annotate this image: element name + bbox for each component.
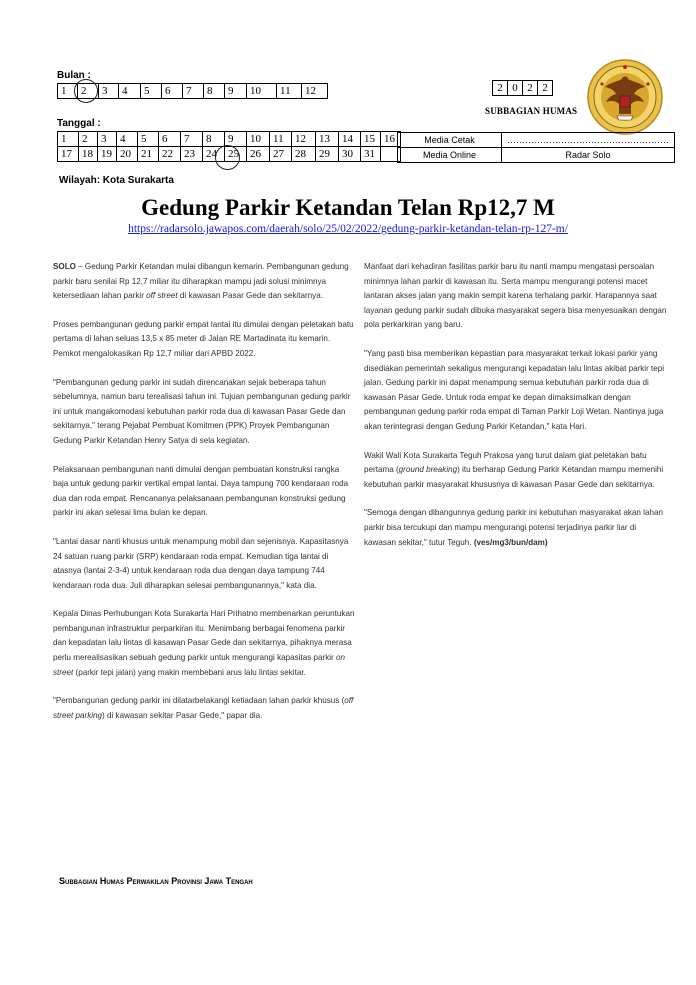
month-cell: 6 xyxy=(162,84,183,99)
article-url[interactable]: https://radarsolo.jawapos.com/daerah/solo/25/02/2022/gedung-parkir-ketandan-telan-rp-127-m/ xyxy=(128,223,568,235)
month-cell: 7 xyxy=(183,84,204,99)
paragraph: Manfaat dari kehadiran fasilitas parkir baru itu nanti mampu mengatasi persoalan minimnya lahan parkir di kawasan itu. Serta mampu mengurangi potensi macet lantaran akses jalan yang makin sempit karena terhalang parkir. Harapannya saat layanan gedung parkir sudah dibuka masyarakat segera bisa menyesuaikan dengan pola perkarkiran yang baru. xyxy=(364,262,667,330)
month-cell: 10 xyxy=(247,84,277,99)
dateline: SOLO xyxy=(53,262,76,271)
date-cell: 3 xyxy=(98,132,117,147)
paragraph: Pelaksanaan pembangunan nanti dimulai dengan pembuatan konstruksi rangka baja untuk gedung parkir vertikal empat lantai. Daya tampung 700 kendaraan roda dua dan roda empat. Rencananya pelaksanaan pembangunan konstruksi gedung parkir ini akan selesai lima bulan ke depan. xyxy=(53,464,349,518)
media-cetak-value: ……………………………………………… xyxy=(502,133,675,148)
year-box xyxy=(492,80,553,96)
month-cell: 12 xyxy=(302,84,328,99)
month-cell: 4 xyxy=(119,84,141,99)
date-cell: 29 xyxy=(316,147,339,162)
date-cell: 30 xyxy=(339,147,361,162)
paragraph: Wakil Wali Kota Surakarta Teguh Prakosa yang turut dalam giat peletakan batu pertama (ground breaking) itu berharap Gedung Parkir Ketandan mampu memenihi kebutuhan parkir masyarakat khususnya di kawasan Pasar Gede dan sekitarnya. xyxy=(364,450,664,489)
date-cell: 8 xyxy=(203,132,225,147)
month-cell: 8 xyxy=(204,84,225,99)
media-table xyxy=(397,132,675,163)
paragraph: Kepala Dinas Perhubungan Kota Surakarta Hari Prihatno membenarkan peruntukan pembangunan infrastruktur perparkiran itu. Menimbang berbagai fenomena parkir dan kepadatan lalu lintas di kasawan Pasar Gede dan sekitarnya, pihaknya merasa perlu merealisasikan sebuah gedung parkir untuk mengurangi kapasitas parkir on street (parkir tepi jalan) yang makin membebani arus lalu lintas sekitar. xyxy=(53,609,355,677)
article-title: Gedung Parkir Ketandan Telan Rp12,7 M xyxy=(141,195,555,220)
date-cell: 17 xyxy=(58,147,79,162)
date-cell: 7 xyxy=(181,132,203,147)
author-signature: (ves/mg3/bun/dam) xyxy=(473,537,548,547)
date-cell: 22 xyxy=(159,147,181,162)
month-cell: 3 xyxy=(99,84,119,99)
selected-month-circle xyxy=(74,79,98,103)
garuda-emblem-icon xyxy=(586,58,664,136)
footer-label: Subbagian Humas Perwakilan Provinsi Jawa Tengah xyxy=(59,876,253,886)
date-cell: 27 xyxy=(270,147,292,162)
paragraph: "Pembangunan gedung parkir ini sudah direncanakan sejak beberapa tahun sebelumnya, namun baru terealisasi tahun ini. Tujuan pembangunan gedung parkir ini untuk mangakomodasi kebutuhan parkir roda dua di kawasan Pasar Gede dan sekitarnya," terang Pejabat Pembuat Komitmen (PPK) Proyek Pembangunan Gedung Parkir Ketandan Henry Satya di sela kegiatan. xyxy=(53,377,351,445)
date-cell: 6 xyxy=(159,132,181,147)
media-cetak-label: Media Cetak xyxy=(398,133,502,148)
article-column-right xyxy=(364,260,668,564)
date-cell: 25 xyxy=(225,147,247,162)
year-digit: 2 xyxy=(538,81,553,96)
month-cell: 5 xyxy=(141,84,162,99)
month-cell: 9 xyxy=(225,84,247,99)
article-column-left xyxy=(53,260,356,737)
date-cell: 2 xyxy=(79,132,98,147)
wilayah-label: Wilayah: Kota Surakarta xyxy=(59,175,174,186)
paragraph: "Lantai dasar nanti khusus untuk menampung mobil dan sejenisnya. Kapasitasnya 24 satuan ruang parkir (SRP) kendaraan roda empat. Kemudian tiga lantai di atasnya (lantai 2-3-4) untuk kendaraan roda dua dengan daya tampung 744 kendaraan roda dua. Juli diharapkan selesai pembangunannya," kata dia. xyxy=(53,536,349,590)
date-cell: 15 xyxy=(361,132,381,147)
date-cell: 21 xyxy=(138,147,159,162)
bulan-label: Bulan : xyxy=(57,70,91,81)
month-cell: 2 xyxy=(78,84,99,99)
year-digit: 2 xyxy=(493,81,508,96)
date-cell: 24 xyxy=(203,147,225,162)
date-cell: 12 xyxy=(292,132,316,147)
year-digit: 0 xyxy=(508,81,523,96)
date-cell: 9 xyxy=(225,132,247,147)
date-cell: 20 xyxy=(117,147,138,162)
date-cell: 16 xyxy=(381,132,401,147)
paragraph: "Semoga dengan dibangunnya gedung parkir ini kebutuhan masyarakat akan lahan parkir bisa tercukupi dan mampu mengurangi potensi terjadinya parkir liar di kawasan sekitar," tutur Teguh. (ves/mg3/bun/dam) xyxy=(364,508,663,547)
date-cell: 1 xyxy=(58,132,79,147)
media-online-label: Media Online xyxy=(398,148,502,163)
paragraph: "Yang pasti bisa memberikan kepastian para masyarakat terkait lokasi parkir yang disediakan pemerintah sekaligus mengurangi kepadatan lalu lintas akibat parkir tepi jalan. Gedung parkir ini dapat menampung semua kebutuhan parkir roda dua di kawasan Pasar Gede. Untuk roda empat ke depan dimaksimalkan dengan pembangunan gedung parkir roda empat di Taman Parkir Loji Wetan. Nantinya juga akan terintegrasi dengan Gedung Parkir Ketandan," kata Hari. xyxy=(364,348,665,431)
paragraph: SOLO – Gedung Parkir Ketandan mulai dibangun kemarin. Pembangunan gedung parkir baru senilai Rp 12,7 miliar itu diharapkan mampu jadi solusi minimnya ketersediaan lahan parkir off street di kawasan Pasar Gede dan sekitarnya. xyxy=(53,262,349,301)
date-cell: 14 xyxy=(339,132,361,147)
date-cell: 26 xyxy=(247,147,270,162)
date-cell: 5 xyxy=(138,132,159,147)
year-digit: 2 xyxy=(523,81,538,96)
subbagian-label: SUBBAGIAN HUMAS xyxy=(485,106,578,116)
date-cell: 18 xyxy=(79,147,98,162)
month-cell: 1 xyxy=(58,84,78,99)
tanggal-label: Tanggal : xyxy=(57,118,101,129)
date-cell: 4 xyxy=(117,132,138,147)
date-cell: 10 xyxy=(247,132,270,147)
month-cell: 11 xyxy=(277,84,302,99)
paragraph: "Pembangunan gedung parkir ini dilatarbelakangi ketiadaan lahan parkir khusus (off street parking) di kawasan sekitar Pasar Gede," papar dia. xyxy=(53,696,354,720)
paragraph: Proses pembangunan gedung parkir empat lantai itu dimulai dengan peletakan batu pertama di lahan seluas 13,5 x 85 meter di Jalan RE Martadinata itu kemarin. Pemkot mengalokasikan Rp 12,7 miliar dari APBD 2022. xyxy=(53,319,354,358)
date-cell: 19 xyxy=(98,147,117,162)
date-cell: 28 xyxy=(292,147,316,162)
date-cell: 31 xyxy=(361,147,381,162)
date-cell: 13 xyxy=(316,132,339,147)
selected-date-circle xyxy=(215,145,240,170)
date-cell: 11 xyxy=(270,132,292,147)
date-cell: 23 xyxy=(181,147,203,162)
media-online-value: Radar Solo xyxy=(502,148,675,163)
